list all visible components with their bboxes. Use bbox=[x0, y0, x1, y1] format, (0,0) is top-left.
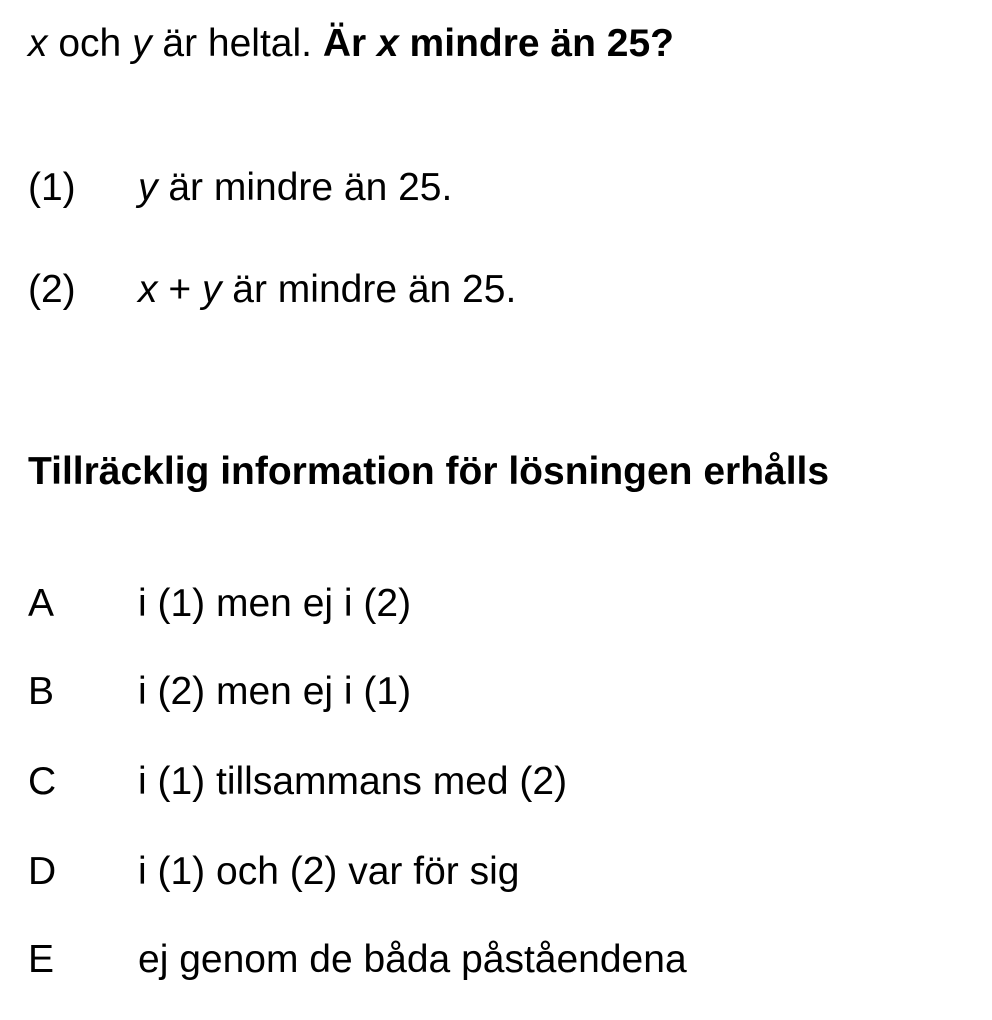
question-bold-var: x bbox=[377, 22, 399, 65]
option-text: i (1) tillsammans med (2) bbox=[138, 760, 568, 803]
statement-var: x bbox=[138, 268, 158, 311]
question-text-mid: och bbox=[47, 22, 133, 65]
option-letter: E bbox=[28, 938, 55, 981]
statement-op: + bbox=[157, 268, 202, 311]
statement-var-2: y bbox=[201, 268, 222, 311]
question-text bbox=[28, 24, 674, 63]
option-text: i (1) och (2) var för sig bbox=[138, 850, 520, 893]
question-var-y: y bbox=[132, 22, 152, 65]
statement-var: y bbox=[138, 166, 158, 209]
option-letter: C bbox=[28, 760, 57, 803]
statement-label: (1) bbox=[28, 166, 76, 209]
statement-text: är mindre än 25. bbox=[157, 166, 453, 209]
question-text-end: är heltal. bbox=[151, 22, 323, 65]
option-text: i (1) men ej i (2) bbox=[138, 582, 412, 625]
option-a bbox=[28, 584, 411, 623]
option-letter: B bbox=[28, 670, 55, 713]
option-c bbox=[28, 762, 567, 801]
heading: Tillräcklig information för lösningen erhålls bbox=[28, 450, 830, 493]
question-var-x: x bbox=[28, 22, 48, 65]
option-text: i (2) men ej i (1) bbox=[138, 670, 412, 713]
option-text: ej genom de båda påståendena bbox=[138, 938, 687, 981]
option-d bbox=[28, 852, 519, 891]
statement-2 bbox=[28, 270, 516, 309]
option-e bbox=[28, 940, 687, 979]
statement-1 bbox=[28, 168, 452, 207]
option-letter: A bbox=[28, 582, 55, 625]
statement-label: (2) bbox=[28, 268, 76, 311]
question-bold-start: Är bbox=[322, 22, 378, 65]
statement-text: är mindre än 25. bbox=[221, 268, 517, 311]
option-letter: D bbox=[28, 850, 57, 893]
option-b bbox=[28, 672, 411, 711]
question-bold-end: mindre än 25? bbox=[398, 22, 674, 65]
